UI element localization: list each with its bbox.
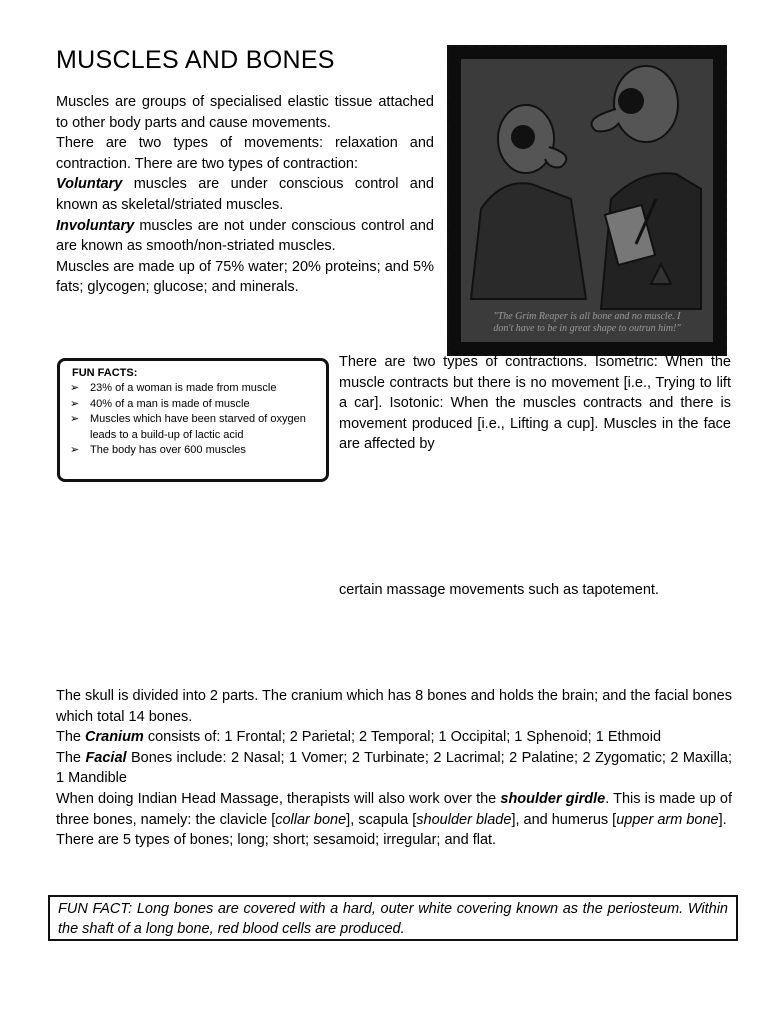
fun-facts-title: FUN FACTS:: [72, 367, 138, 379]
list-item-text: The body has over 600 muscles: [90, 444, 246, 456]
paragraph: There are 5 types of bones; long; short; sesamoid; irregular; and flat.: [56, 832, 497, 849]
paragraph: Muscles are groups of specialised elastic tissue attached to other body parts and cause movements.: [56, 94, 434, 131]
text: Bones include: 2 Nasal; 1 Vomer; 2 Turbinate; 2 Lacrimal; 2 Palatine; 2 Zygomatic; 2 Maxilla; 1 Mandible: [56, 749, 733, 787]
paragraph-voluntary: [56, 174, 434, 215]
list-item: [68, 397, 318, 413]
fun-facts-box: [57, 358, 329, 482]
list-item: [68, 381, 318, 397]
paragraph-cranium: [56, 727, 732, 748]
text: ], and humerus [: [511, 811, 617, 828]
text: ], scapula [: [346, 811, 417, 828]
paragraph-shoulder: [56, 789, 732, 830]
list-item-text: 23% of a woman is made from muscle: [90, 382, 277, 394]
contractions-paragraph: There are two types of contractions. Isometric: When the muscle contracts but there is no movement [i.e., Trying to lift a car]. Isotonic: When the muscles contracts and there is movement produced [i.e., Lifting a cup]. Muscles in the face are affected by: [339, 354, 731, 453]
list-item: [68, 412, 318, 443]
paragraph-text: muscles are under conscious control and known as skeletal/striated muscles.: [56, 176, 434, 213]
paragraph-text: muscles are not under conscious control and are known as smooth/non-striated muscles.: [56, 217, 434, 255]
term: Voluntary: [56, 176, 123, 193]
list-item-text: Muscles which have been starved of oxygen leads to a build-up of lactic acid: [90, 413, 306, 441]
list-item: [68, 443, 318, 459]
page-title: MUSCLES AND BONES: [56, 46, 335, 74]
contractions-paragraph-continued: certain massage movements such as tapotement.: [339, 582, 659, 598]
paragraph: There are two types of movements: relaxation and contraction. There are two types of contraction:: [56, 135, 434, 172]
cartoon-image: [447, 45, 727, 356]
text: The: [56, 729, 86, 746]
text: When doing Indian Head Massage, therapists will also work over the: [56, 790, 501, 807]
paragraph: Muscles are made up of 75% water; 20% proteins; and 5% fats; glycogen; glucose; and minerals.: [56, 258, 434, 296]
text: shoulder blade: [416, 811, 512, 828]
paragraph-involuntary: [56, 216, 434, 257]
cartoon-drawing: [461, 59, 713, 342]
term: Cranium: [85, 729, 144, 746]
list-item-text: 40% of a man is made of muscle: [90, 397, 250, 410]
cartoon-caption: "The Grim Reaper is all bone and no muscle. I don't have to be in great shape to outrun him!": [493, 311, 681, 334]
paragraph-facial: [56, 748, 732, 789]
cartoon-panel: [461, 59, 713, 342]
text: ].: [718, 811, 727, 828]
arrow-bullet-icon: ➢: [70, 397, 80, 410]
arrow-bullet-icon: ➢: [70, 444, 80, 456]
term: shoulder girdle: [500, 790, 606, 807]
text: The: [56, 749, 86, 766]
text: . This is made up of three bones, namely: the clavicle [: [56, 790, 732, 828]
bones-section: [56, 686, 732, 851]
fun-fact-box: FUN FACT: Long bones are covered with a hard, outer white covering known as the periosteum. Within the shaft of a long bone, red blood cells are produced.: [48, 895, 738, 941]
paragraph: The skull is divided into 2 parts. The cranium which has 8 bones and holds the brain; and the facial bones which total 14 bones.: [56, 688, 732, 725]
term: Involuntary: [56, 217, 135, 234]
muscles-intro: [56, 92, 434, 298]
arrow-bullet-icon: ➢: [70, 413, 80, 425]
fun-facts-list: [68, 381, 318, 459]
text: collar bone: [275, 811, 347, 828]
text: consists of: 1 Frontal; 2 Parietal; 2 Temporal; 1 Occipital; 1 Sphenoid; 1 Ethmoid: [143, 729, 662, 746]
text: upper arm bone: [616, 811, 719, 828]
term: Facial: [85, 749, 127, 766]
arrow-bullet-icon: ➢: [70, 382, 80, 394]
